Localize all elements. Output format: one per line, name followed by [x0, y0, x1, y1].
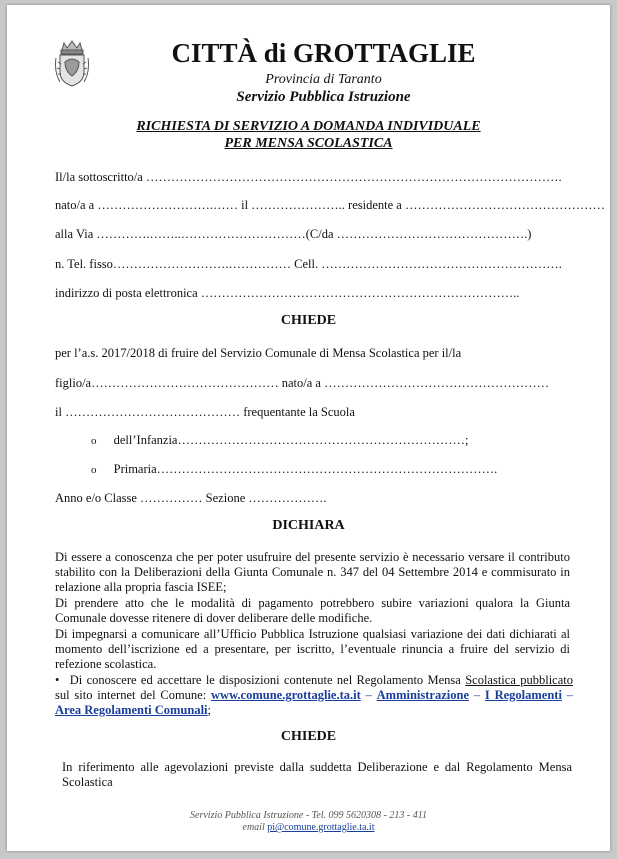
dichiara-paragraph-4 — [55, 673, 573, 718]
province-subtitle: Provincia di Taranto — [265, 72, 382, 87]
option-primaria-label: Primaria………………………………………………………………………. — [113, 462, 498, 476]
p4-separator-2: – — [469, 688, 485, 702]
option-infanzia-label: dell’Infanzia……………………………………………………………; — [113, 433, 469, 447]
bullet-circle-icon: o — [91, 464, 97, 476]
footer-contact: Servizio Pubblica Istruzione - Tel. 099 5620308 - 213 - 411 — [190, 810, 427, 821]
anno-classe-line: Anno e/o Classe …………… Sezione ………………. — [55, 491, 327, 505]
bullet-circle-icon: o — [91, 435, 97, 447]
p4-separator-3: – — [561, 688, 574, 702]
heading-chiede-2: CHIEDE — [280, 729, 337, 744]
footer-email-line — [7, 822, 610, 833]
request-title-line1: RICHIESTA DI SERVIZIO A DOMANDA INDIVIDUALE — [136, 119, 481, 134]
bullet-dot-icon: • — [55, 673, 60, 687]
heading-dichiara: DICHIARA — [272, 518, 345, 533]
form-line-sottoscritto: Il/la sottoscritto/a ………………………………………………………………………………………. — [55, 170, 562, 184]
chiede-line-il: il …………………………………… frequentante la Scuola — [55, 405, 355, 419]
chiede-line-1: per l’a.s. 2017/2018 di fruire del Servizio Comunale di Mensa Scolastica per il/la — [55, 346, 462, 360]
form-line-nato: nato/a a ……………………….…… il ………………….. residente a ………………………………………… — [55, 198, 605, 212]
p4-text-end: ; — [207, 703, 212, 717]
footer-email-link[interactable]: pi@comune.grottaglie.ta.it — [267, 822, 375, 833]
city-title: CITTÀ di GROTTAGLIE — [171, 38, 476, 68]
dichiara-paragraph-1: Di essere a conoscenza che per poter usufruire del presente servizio è necessario versare il contributo stabilito con la Deliberazioni della Giunta Comunale n. 347 del 04 Settembre 2014 e commisurato in relazione alla propria fascia ISEE; — [55, 550, 570, 594]
form-line-via: alla Via ………….……..…………………………(C/da ……………………………………….) — [55, 227, 532, 241]
amministrazione-link[interactable]: Amministrazione — [376, 688, 470, 702]
chiede-line-figlio: figlio/a……………………………………… nato/a a ……………………………………………… — [55, 376, 550, 390]
final-paragraph: In riferimento alle agevolazioni previste dalla suddetta Deliberazione e dal Regolamento Mensa Scolastica — [62, 760, 572, 789]
p4-separator-1: – — [360, 688, 377, 702]
regolamenti-link[interactable]: I Regolamenti — [484, 688, 562, 702]
heading-chiede-1: CHIEDE — [280, 313, 337, 328]
p4-scolastica: Scolastica pubblicato — [465, 673, 573, 687]
option-primaria — [91, 462, 497, 477]
form-line-tel: n. Tel. fisso……………………….…………… Cell. …………………………………………………. — [55, 257, 562, 271]
form-line-email: indirizzo di posta elettronica ………………………………………………………………….. — [55, 286, 520, 300]
option-infanzia — [91, 433, 468, 448]
document-page — [7, 5, 610, 851]
footer-email-label: email — [242, 822, 265, 833]
request-title-line2: PER MENSA SCOLASTICA — [224, 136, 393, 151]
website-link[interactable]: www.comune.grottaglie.ta.it — [211, 688, 361, 702]
service-subtitle: Servizio Pubblica Istruzione — [236, 89, 411, 105]
dichiara-paragraph-2: Di prendere atto che le modalità di pagamento potrebbero subire variazioni qualora la Giunta Comunale dovesse ritenere di dover deliberare delle modifiche. — [55, 596, 570, 625]
dichiara-paragraph-3: Di impegnarsi a comunicare all’Ufficio Pubblica Istruzione qualsiasi variazione dei dati dichiarati al momento dell’iscrizione ed a presentare, per iscritto, l’eventuale rinuncia a fruire del servizio di refezione scolastica. — [55, 627, 570, 671]
area-regolamenti-link[interactable]: Area Regolamenti Comunali — [55, 703, 208, 717]
p4-text-mid: sul sito internet del Comune: — [55, 688, 212, 702]
p4-text-start: Di conoscere ed accettare le disposizioni contenute nel Regolamento Mensa — [69, 673, 466, 687]
